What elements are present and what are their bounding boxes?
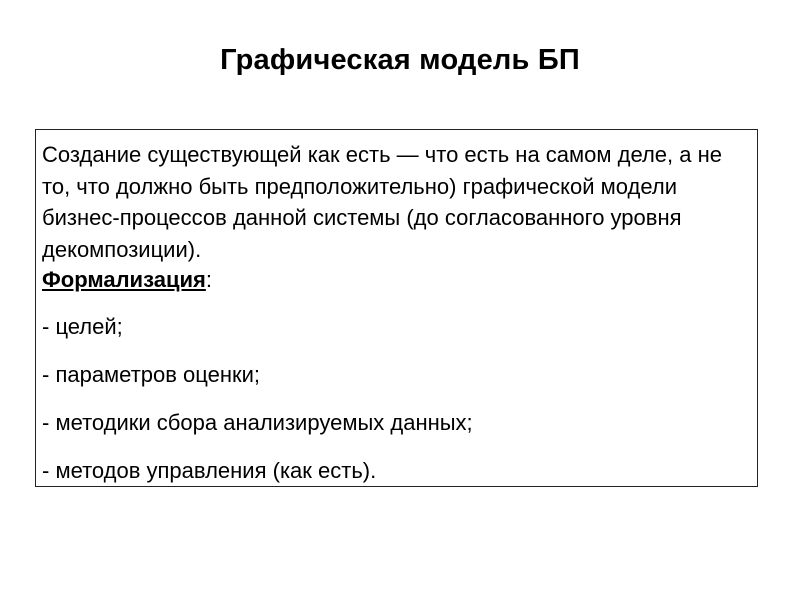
list-item: - целей; <box>42 314 123 339</box>
formalization-label: Формализация <box>42 267 206 292</box>
formalization-colon: : <box>205 267 212 292</box>
formalization-list <box>42 313 750 485</box>
intro-paragraph: Создание существующей как есть — что есть на самом деле, а не то, что должно быть предположительно) графической модели бизнес-процессов данной системы (до согласованного уровня декомпозиции). <box>42 142 723 262</box>
slide-title: Графическая модель БП <box>220 44 580 76</box>
content-box <box>35 129 758 487</box>
list-item: - методов управления (как есть). <box>42 458 377 483</box>
list-item: - методики сбора анализируемых данных; <box>42 410 473 435</box>
list-item: - параметров оценки; <box>42 362 261 387</box>
formalization-heading <box>42 265 750 294</box>
